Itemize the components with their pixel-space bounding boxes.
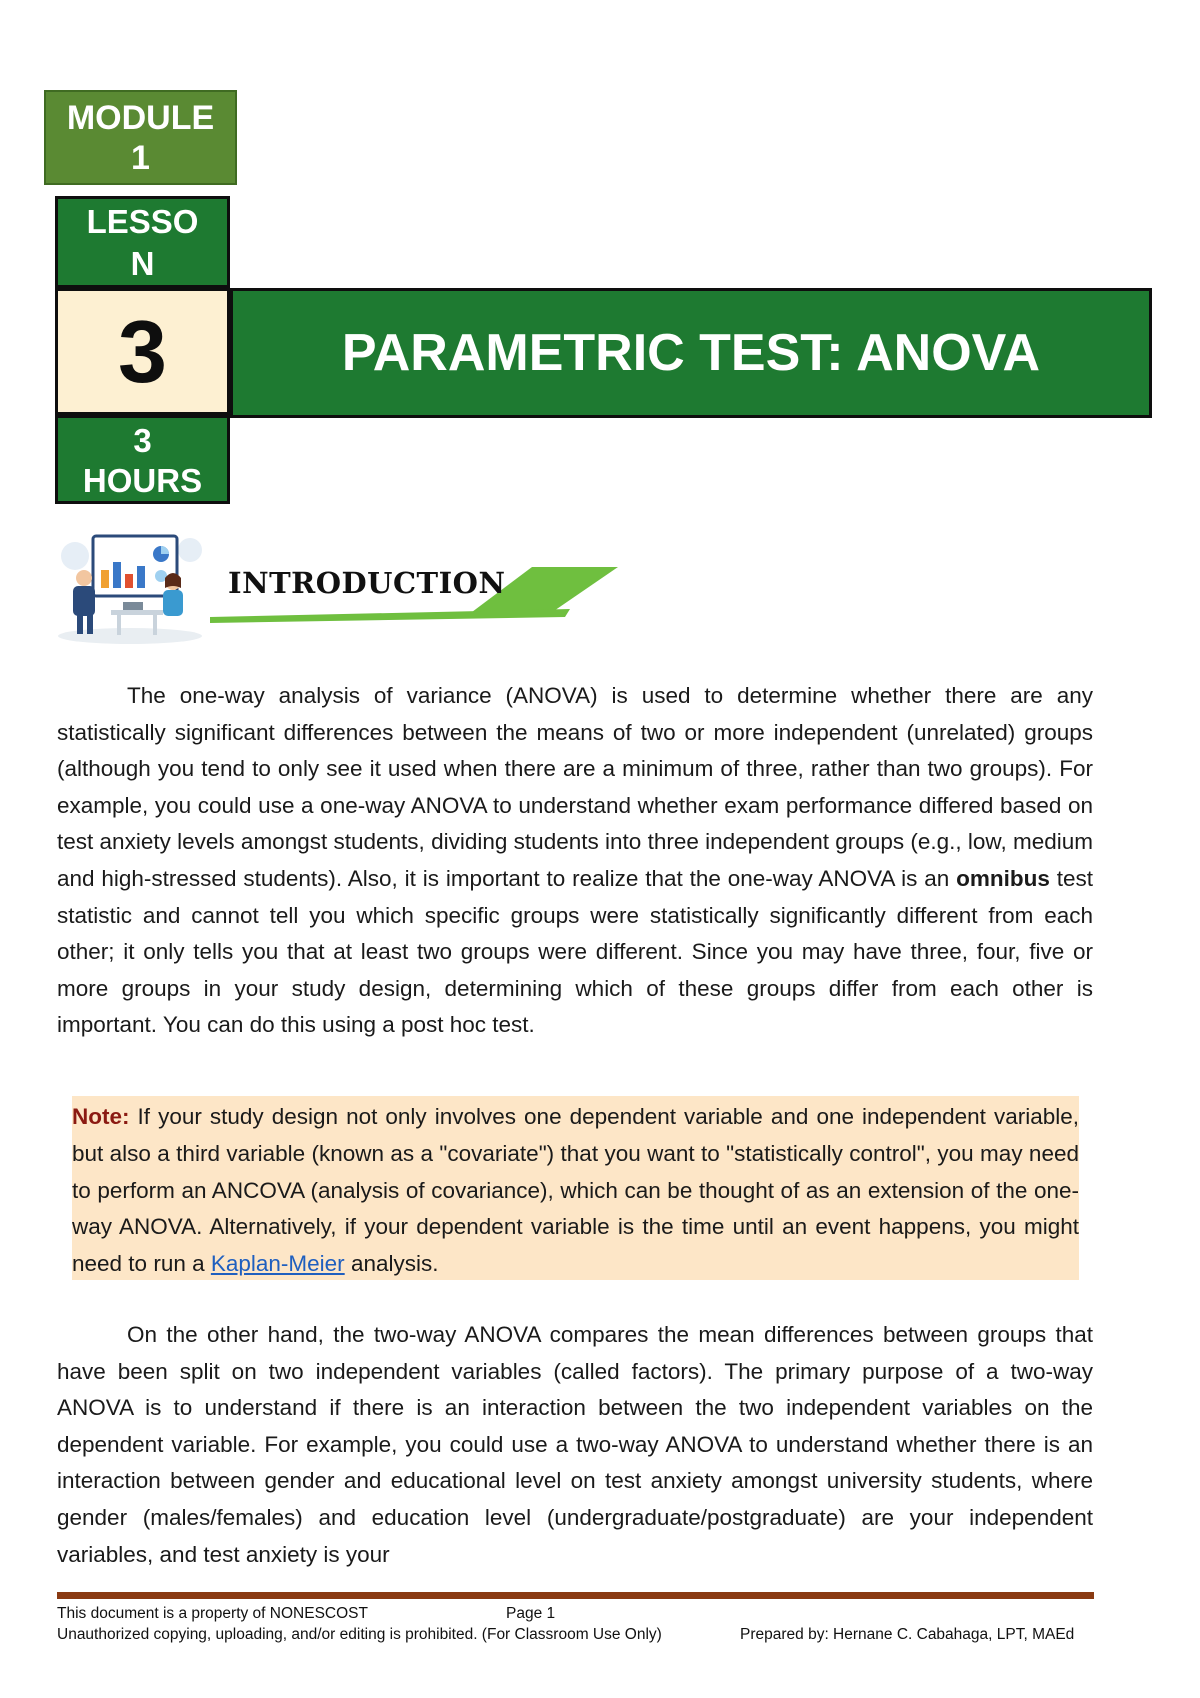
intro-paragraph-1	[57, 678, 1093, 1044]
para2-text: On the other hand, the two-way ANOVA compares the mean differences between groups that have been split on two independent variables (called factors). The primary purpose of a two-way ANOVA is to understand if there is an interaction between the two independent variables on the dependent variable. For example, you could use a two-way ANOVA to understand whether there is an interaction between gender and educational level on test anxiety amongst university students, where gender (males/females) and education level (undergraduate/postgraduate) are your independent variables, and test anxiety is your	[57, 1322, 1093, 1567]
note-end: analysis.	[344, 1251, 439, 1277]
introduction-heading: INTRODUCTION	[228, 566, 506, 600]
module-label: MODULE	[66, 99, 215, 137]
lesson-label-line1: LESSO	[86, 203, 199, 240]
footer-prepared-by: Prepared by: Hernane C. Cabahaga, LPT, MAEd	[740, 1626, 1075, 1643]
presentation-meeting-illustration	[55, 528, 205, 646]
lesson-number: 3	[55, 288, 230, 415]
lesson-title: PARAMETRIC TEST: ANOVA	[230, 288, 1152, 418]
kaplan-meier-link[interactable]: Kaplan-Meier	[210, 1251, 345, 1277]
lesson-box	[55, 196, 230, 288]
module-box	[44, 90, 237, 185]
footer-rule	[57, 1592, 1094, 1599]
para1-text: The one-way analysis of variance (ANOVA) is used to determine whether there are any statistically significant differences between the means of two or more independent (unrelated) groups (although you tend to only see it used when there are a minimum of three, rather than two groups). For example, you could use a one-way ANOVA to understand whether exam performance differed based on test anxiety levels amongst students, dividing students into three independent groups (e.g., low, medium and high-stressed students). Also, it is important to realize that the one-way ANOVA is an	[57, 683, 1093, 891]
intro-paragraph-2	[57, 1317, 1093, 1573]
note-text: If your study design not only involves one dependent variable and one independent variable, but also a third variable (known as a "covariate") that you want to "statistically control", you may need to perform an ANCOVA (analysis of covariance), which can be thought of as an extension of the one-way ANOVA. Alternatively, if your dependent variable is the time until an event happens, you might need to run a	[72, 1104, 1079, 1277]
para1-rest: test statistic and cannot tell you which specific groups were statistically significantly different from each other; it only tells you that at least two groups were different. Since you may have three, four, five or more groups in your study design, determining which of these groups differ from each other is important. You can do this using a post hoc test.	[57, 865, 1093, 1038]
module-number: 1	[131, 139, 150, 177]
footer-property: This document is a property of NONESCOST	[57, 1605, 368, 1622]
omnibus-term: omnibus	[956, 865, 1050, 891]
note-text-block	[72, 1099, 1079, 1283]
hours-box	[55, 415, 230, 504]
lesson-label-line2: N	[130, 245, 155, 282]
footer-page-number: Page 1	[506, 1605, 556, 1622]
note-label: Note:	[72, 1104, 130, 1129]
hours-number: 3	[133, 422, 152, 459]
hours-label: HOURS	[82, 462, 203, 499]
footer-copyright: Unauthorized copying, uploading, and/or editing is prohibited. (For Classroom Use Only)	[57, 1626, 662, 1643]
